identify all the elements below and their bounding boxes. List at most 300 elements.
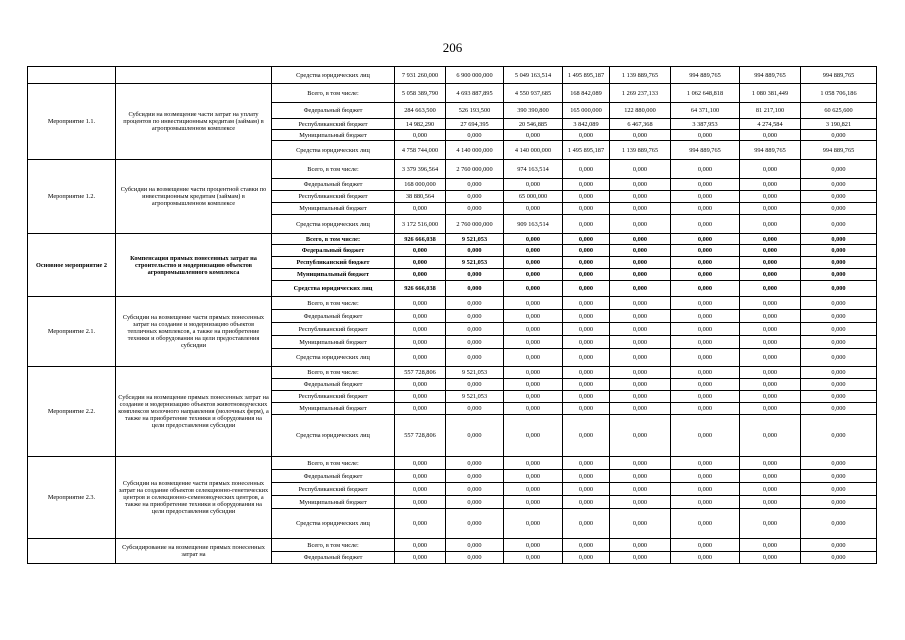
funding-source-cell: Федеральный бюджет bbox=[272, 310, 395, 323]
amount-cell: 0,000 bbox=[801, 336, 877, 349]
amount-cell: 0,000 bbox=[395, 539, 446, 552]
amount-cell: 0,000 bbox=[671, 457, 740, 470]
measure-description-cell: Компенсация прямых понесенных затрат на строительство и модернизацию объектов агропромышленного комплекса bbox=[116, 234, 272, 297]
amount-cell: 0,000 bbox=[740, 483, 801, 496]
amount-cell: 0,000 bbox=[610, 349, 671, 367]
amount-cell: 122 880,000 bbox=[610, 103, 671, 119]
amount-cell: 0,000 bbox=[446, 336, 504, 349]
amount-cell: 0,000 bbox=[740, 323, 801, 336]
amount-cell: 0,000 bbox=[395, 483, 446, 496]
amount-cell: 0,000 bbox=[610, 415, 671, 457]
funding-source-cell: Средства юридических лиц bbox=[272, 509, 395, 539]
amount-cell: 0,000 bbox=[671, 215, 740, 234]
amount-cell: 4 758 744,000 bbox=[395, 141, 446, 160]
amount-cell: 0,000 bbox=[446, 403, 504, 415]
amount-cell: 0,000 bbox=[801, 297, 877, 310]
measure-description-cell: Субсидии на возмещение части прямых понесенных затрат на создание и модернизацию объектов тепличных комплексов, а также на приобретение техники и оборудования на цели предоставления субсидии bbox=[116, 297, 272, 367]
measure-description-cell: Субсидии на возмещение части затрат на уплату процентов по инвестиционным кредитам (займам) в агропромышленном комплексе bbox=[116, 84, 272, 160]
amount-cell: 0,000 bbox=[563, 323, 610, 336]
amount-cell: 0,000 bbox=[801, 160, 877, 179]
measure-description-cell bbox=[116, 67, 272, 84]
amount-cell: 0,000 bbox=[395, 336, 446, 349]
amount-cell: 0,000 bbox=[610, 391, 671, 403]
funding-source-cell: Средства юридических лиц bbox=[272, 67, 395, 84]
amount-cell: 0,000 bbox=[446, 179, 504, 191]
amount-cell: 5 049 163,514 bbox=[504, 67, 563, 84]
amount-cell: 0,000 bbox=[395, 470, 446, 483]
amount-cell: 0,000 bbox=[446, 496, 504, 509]
amount-cell: 0,000 bbox=[504, 281, 563, 297]
amount-cell: 168 842,089 bbox=[563, 84, 610, 103]
amount-cell: 0,000 bbox=[610, 483, 671, 496]
amount-cell: 926 666,038 bbox=[395, 234, 446, 245]
amount-cell: 0,000 bbox=[504, 245, 563, 257]
amount-cell: 994 889,765 bbox=[801, 141, 877, 160]
amount-cell: 4 274,584 bbox=[740, 119, 801, 130]
amount-cell: 0,000 bbox=[610, 336, 671, 349]
amount-cell: 0,000 bbox=[504, 483, 563, 496]
amount-cell: 994 889,765 bbox=[740, 67, 801, 84]
amount-cell: 2 760 000,000 bbox=[446, 215, 504, 234]
amount-cell: 0,000 bbox=[610, 130, 671, 141]
amount-cell: 0,000 bbox=[446, 191, 504, 203]
amount-cell: 7 931 260,000 bbox=[395, 67, 446, 84]
funding-source-cell: Муниципальный бюджет bbox=[272, 336, 395, 349]
amount-cell: 0,000 bbox=[801, 349, 877, 367]
amount-cell: 0,000 bbox=[610, 297, 671, 310]
amount-cell: 0,000 bbox=[610, 310, 671, 323]
amount-cell: 0,000 bbox=[563, 509, 610, 539]
amount-cell: 0,000 bbox=[801, 496, 877, 509]
amount-cell: 0,000 bbox=[563, 349, 610, 367]
amount-cell: 909 163,514 bbox=[504, 215, 563, 234]
amount-cell: 0,000 bbox=[446, 509, 504, 539]
amount-cell: 0,000 bbox=[395, 457, 446, 470]
amount-cell: 0,000 bbox=[671, 415, 740, 457]
amount-cell: 0,000 bbox=[504, 203, 563, 215]
amount-cell: 0,000 bbox=[563, 160, 610, 179]
amount-cell: 0,000 bbox=[740, 379, 801, 391]
amount-cell: 0,000 bbox=[801, 509, 877, 539]
amount-cell: 4 550 937,685 bbox=[504, 84, 563, 103]
funding-source-cell: Республиканский бюджет bbox=[272, 191, 395, 203]
amount-cell: 0,000 bbox=[446, 245, 504, 257]
amount-cell: 0,000 bbox=[563, 552, 610, 564]
amount-cell: 0,000 bbox=[504, 234, 563, 245]
amount-cell: 0,000 bbox=[563, 391, 610, 403]
amount-cell: 0,000 bbox=[801, 391, 877, 403]
amount-cell: 0,000 bbox=[671, 245, 740, 257]
funding-source-cell: Федеральный бюджет bbox=[272, 470, 395, 483]
amount-cell: 974 163,514 bbox=[504, 160, 563, 179]
amount-cell: 0,000 bbox=[671, 191, 740, 203]
amount-cell: 0,000 bbox=[740, 130, 801, 141]
amount-cell: 4 140 000,000 bbox=[504, 141, 563, 160]
amount-cell: 0,000 bbox=[801, 191, 877, 203]
amount-cell: 0,000 bbox=[740, 470, 801, 483]
table-row bbox=[28, 539, 877, 552]
measure-description-cell: Субсидии на возмещение прямых понесенных затрат на создание и модернизацию объектов животноводческих комплексов молочного направления (молочных ферм), а также на приобретение техники и оборудования на цели предоставления субсидии bbox=[116, 367, 272, 457]
amount-cell: 0,000 bbox=[610, 552, 671, 564]
amount-cell: 0,000 bbox=[740, 403, 801, 415]
measure-label-cell bbox=[28, 67, 116, 84]
amount-cell: 994 889,765 bbox=[740, 141, 801, 160]
amount-cell: 0,000 bbox=[801, 539, 877, 552]
amount-cell: 0,000 bbox=[504, 336, 563, 349]
amount-cell: 0,000 bbox=[610, 245, 671, 257]
amount-cell: 6 467,368 bbox=[610, 119, 671, 130]
amount-cell: 0,000 bbox=[446, 281, 504, 297]
amount-cell: 0,000 bbox=[504, 297, 563, 310]
amount-cell: 0,000 bbox=[740, 539, 801, 552]
funding-source-cell: Федеральный бюджет bbox=[272, 245, 395, 257]
table-row bbox=[28, 67, 877, 84]
amount-cell: 0,000 bbox=[504, 496, 563, 509]
amount-cell: 0,000 bbox=[395, 349, 446, 367]
measure-label-cell bbox=[28, 539, 116, 564]
amount-cell: 1 080 381,449 bbox=[740, 84, 801, 103]
amount-cell: 0,000 bbox=[563, 245, 610, 257]
amount-cell: 0,000 bbox=[740, 349, 801, 367]
amount-cell: 557 728,806 bbox=[395, 415, 446, 457]
measure-label-cell: Мероприятие 2.2. bbox=[28, 367, 116, 457]
measure-label-cell: Мероприятие 1.1. bbox=[28, 84, 116, 160]
table-row bbox=[28, 367, 877, 379]
funding-source-cell: Средства юридических лиц bbox=[272, 349, 395, 367]
amount-cell: 0,000 bbox=[563, 470, 610, 483]
amount-cell: 0,000 bbox=[610, 179, 671, 191]
table-row bbox=[28, 234, 877, 245]
amount-cell: 994 889,765 bbox=[801, 67, 877, 84]
amount-cell: 65 000,000 bbox=[504, 191, 563, 203]
amount-cell: 0,000 bbox=[740, 336, 801, 349]
amount-cell: 0,000 bbox=[801, 457, 877, 470]
amount-cell: 0,000 bbox=[563, 281, 610, 297]
amount-cell: 0,000 bbox=[740, 552, 801, 564]
measure-description-cell: Субсидии на возмещение части прямых понесенных затрат на создание объектов селекционно-генетических центров и селекционно-семеноводческих центров, а также на приобретение техники и оборудования на цели предоставления субсидии bbox=[116, 457, 272, 539]
amount-cell: 0,000 bbox=[671, 130, 740, 141]
amount-cell: 0,000 bbox=[563, 415, 610, 457]
amount-cell: 0,000 bbox=[563, 336, 610, 349]
funding-source-cell: Средства юридических лиц bbox=[272, 415, 395, 457]
amount-cell: 0,000 bbox=[801, 552, 877, 564]
amount-cell: 0,000 bbox=[504, 539, 563, 552]
amount-cell: 0,000 bbox=[504, 379, 563, 391]
funding-source-cell: Муниципальный бюджет bbox=[272, 203, 395, 215]
amount-cell: 0,000 bbox=[610, 215, 671, 234]
amount-cell: 994 889,765 bbox=[671, 67, 740, 84]
funding-source-cell: Всего, в том числе: bbox=[272, 160, 395, 179]
amount-cell: 0,000 bbox=[395, 496, 446, 509]
amount-cell: 0,000 bbox=[610, 379, 671, 391]
amount-cell: 0,000 bbox=[504, 349, 563, 367]
amount-cell: 0,000 bbox=[671, 349, 740, 367]
funding-source-cell: Средства юридических лиц bbox=[272, 141, 395, 160]
funding-source-cell: Всего, в том числе: bbox=[272, 84, 395, 103]
amount-cell: 0,000 bbox=[395, 245, 446, 257]
funding-source-cell: Муниципальный бюджет bbox=[272, 269, 395, 281]
amount-cell: 0,000 bbox=[446, 379, 504, 391]
amount-cell: 526 193,500 bbox=[446, 103, 504, 119]
amount-cell: 0,000 bbox=[610, 509, 671, 539]
amount-cell: 0,000 bbox=[563, 179, 610, 191]
amount-cell: 926 666,038 bbox=[395, 281, 446, 297]
amount-cell: 14 982,290 bbox=[395, 119, 446, 130]
amount-cell: 0,000 bbox=[740, 215, 801, 234]
amount-cell: 0,000 bbox=[671, 539, 740, 552]
amount-cell: 3 190,821 bbox=[801, 119, 877, 130]
amount-cell: 0,000 bbox=[395, 297, 446, 310]
amount-cell: 0,000 bbox=[610, 496, 671, 509]
amount-cell: 0,000 bbox=[671, 234, 740, 245]
amount-cell: 5 058 389,790 bbox=[395, 84, 446, 103]
amount-cell: 1 269 237,133 bbox=[610, 84, 671, 103]
amount-cell: 0,000 bbox=[740, 310, 801, 323]
amount-cell: 0,000 bbox=[504, 415, 563, 457]
amount-cell: 0,000 bbox=[610, 269, 671, 281]
amount-cell: 994 889,765 bbox=[671, 141, 740, 160]
amount-cell: 0,000 bbox=[563, 403, 610, 415]
measure-description-cell: Субсидии на возмещение части процентной ставки по инвестиционным кредитам (займам) в агропромышленном комплексе bbox=[116, 160, 272, 234]
amount-cell: 0,000 bbox=[446, 310, 504, 323]
amount-cell: 0,000 bbox=[671, 391, 740, 403]
amount-cell: 0,000 bbox=[740, 234, 801, 245]
amount-cell: 0,000 bbox=[671, 496, 740, 509]
amount-cell: 0,000 bbox=[395, 130, 446, 141]
amount-cell: 165 000,000 bbox=[563, 103, 610, 119]
amount-cell: 0,000 bbox=[801, 234, 877, 245]
funding-source-cell: Всего, в том числе: bbox=[272, 297, 395, 310]
amount-cell: 0,000 bbox=[801, 203, 877, 215]
amount-cell: 0,000 bbox=[610, 234, 671, 245]
funding-source-cell: Республиканский бюджет bbox=[272, 119, 395, 130]
amount-cell: 0,000 bbox=[395, 269, 446, 281]
table-row bbox=[28, 297, 877, 310]
amount-cell: 0,000 bbox=[446, 269, 504, 281]
amount-cell: 0,000 bbox=[563, 191, 610, 203]
amount-cell: 0,000 bbox=[395, 552, 446, 564]
amount-cell: 0,000 bbox=[504, 179, 563, 191]
amount-cell: 0,000 bbox=[446, 457, 504, 470]
amount-cell: 0,000 bbox=[671, 323, 740, 336]
funding-source-cell: Федеральный бюджет bbox=[272, 103, 395, 119]
amount-cell: 0,000 bbox=[801, 281, 877, 297]
amount-cell: 0,000 bbox=[610, 457, 671, 470]
amount-cell: 0,000 bbox=[671, 257, 740, 269]
measure-label-cell: Мероприятие 1.2. bbox=[28, 160, 116, 234]
amount-cell: 0,000 bbox=[610, 470, 671, 483]
amount-cell: 0,000 bbox=[740, 367, 801, 379]
funding-source-cell: Федеральный бюджет bbox=[272, 552, 395, 564]
amount-cell: 1 062 648,818 bbox=[671, 84, 740, 103]
amount-cell: 0,000 bbox=[563, 269, 610, 281]
amount-cell: 0,000 bbox=[801, 367, 877, 379]
amount-cell: 168 000,000 bbox=[395, 179, 446, 191]
amount-cell: 0,000 bbox=[504, 367, 563, 379]
amount-cell: 390 390,800 bbox=[504, 103, 563, 119]
amount-cell: 1 495 895,187 bbox=[563, 67, 610, 84]
amount-cell: 0,000 bbox=[740, 496, 801, 509]
amount-cell: 0,000 bbox=[671, 367, 740, 379]
funding-source-cell: Федеральный бюджет bbox=[272, 179, 395, 191]
amount-cell: 0,000 bbox=[801, 470, 877, 483]
measure-description-cell: Субсидирование на возмещение прямых понесенных затрат на bbox=[116, 539, 272, 564]
amount-cell: 0,000 bbox=[395, 403, 446, 415]
amount-cell: 0,000 bbox=[504, 552, 563, 564]
amount-cell: 0,000 bbox=[801, 179, 877, 191]
funding-source-cell: Республиканский бюджет bbox=[272, 323, 395, 336]
amount-cell: 0,000 bbox=[563, 379, 610, 391]
amount-cell: 0,000 bbox=[446, 552, 504, 564]
amount-cell: 0,000 bbox=[801, 403, 877, 415]
amount-cell: 3 842,089 bbox=[563, 119, 610, 130]
amount-cell: 0,000 bbox=[446, 470, 504, 483]
amount-cell: 0,000 bbox=[395, 509, 446, 539]
amount-cell: 0,000 bbox=[671, 179, 740, 191]
amount-cell: 0,000 bbox=[671, 470, 740, 483]
funding-source-cell: Муниципальный бюджет bbox=[272, 403, 395, 415]
amount-cell: 0,000 bbox=[801, 310, 877, 323]
amount-cell: 64 371,100 bbox=[671, 103, 740, 119]
amount-cell: 0,000 bbox=[610, 203, 671, 215]
amount-cell: 0,000 bbox=[446, 297, 504, 310]
amount-cell: 0,000 bbox=[446, 483, 504, 496]
amount-cell: 0,000 bbox=[671, 269, 740, 281]
amount-cell: 0,000 bbox=[504, 130, 563, 141]
amount-cell: 0,000 bbox=[740, 509, 801, 539]
amount-cell: 0,000 bbox=[563, 130, 610, 141]
amount-cell: 0,000 bbox=[801, 483, 877, 496]
amount-cell: 3 387,953 bbox=[671, 119, 740, 130]
table-body bbox=[28, 67, 877, 564]
funding-source-cell: Средства юридических лиц bbox=[272, 281, 395, 297]
amount-cell: 0,000 bbox=[740, 415, 801, 457]
budget-table bbox=[27, 66, 877, 564]
amount-cell: 0,000 bbox=[610, 257, 671, 269]
funding-source-cell: Федеральный бюджет bbox=[272, 379, 395, 391]
amount-cell: 0,000 bbox=[740, 160, 801, 179]
amount-cell: 0,000 bbox=[610, 191, 671, 203]
amount-cell: 0,000 bbox=[671, 281, 740, 297]
amount-cell: 0,000 bbox=[563, 257, 610, 269]
amount-cell: 0,000 bbox=[504, 269, 563, 281]
amount-cell: 9 521,053 bbox=[446, 367, 504, 379]
amount-cell: 0,000 bbox=[801, 130, 877, 141]
amount-cell: 0,000 bbox=[671, 403, 740, 415]
amount-cell: 0,000 bbox=[446, 323, 504, 336]
amount-cell: 1 495 895,187 bbox=[563, 141, 610, 160]
funding-source-cell: Республиканский бюджет bbox=[272, 483, 395, 496]
amount-cell: 0,000 bbox=[801, 323, 877, 336]
amount-cell: 0,000 bbox=[395, 203, 446, 215]
amount-cell: 0,000 bbox=[740, 281, 801, 297]
amount-cell: 0,000 bbox=[395, 257, 446, 269]
amount-cell: 0,000 bbox=[740, 269, 801, 281]
amount-cell: 0,000 bbox=[801, 257, 877, 269]
table-row bbox=[28, 84, 877, 103]
amount-cell: 0,000 bbox=[395, 323, 446, 336]
amount-cell: 0,000 bbox=[504, 310, 563, 323]
amount-cell: 0,000 bbox=[504, 509, 563, 539]
amount-cell: 0,000 bbox=[563, 483, 610, 496]
amount-cell: 0,000 bbox=[563, 234, 610, 245]
amount-cell: 0,000 bbox=[563, 297, 610, 310]
amount-cell: 557 728,806 bbox=[395, 367, 446, 379]
amount-cell: 0,000 bbox=[740, 391, 801, 403]
amount-cell: 0,000 bbox=[563, 496, 610, 509]
amount-cell: 0,000 bbox=[671, 509, 740, 539]
amount-cell: 0,000 bbox=[395, 391, 446, 403]
amount-cell: 0,000 bbox=[671, 552, 740, 564]
measure-label-cell: Основное мероприятие 2 bbox=[28, 234, 116, 297]
amount-cell: 0,000 bbox=[671, 379, 740, 391]
funding-source-cell: Республиканский бюджет bbox=[272, 257, 395, 269]
amount-cell: 0,000 bbox=[504, 391, 563, 403]
amount-cell: 0,000 bbox=[801, 245, 877, 257]
funding-source-cell: Муниципальный бюджет bbox=[272, 130, 395, 141]
funding-source-cell: Средства юридических лиц bbox=[272, 215, 395, 234]
amount-cell: 284 663,500 bbox=[395, 103, 446, 119]
amount-cell: 0,000 bbox=[446, 349, 504, 367]
amount-cell: 0,000 bbox=[563, 367, 610, 379]
amount-cell: 81 217,100 bbox=[740, 103, 801, 119]
amount-cell: 0,000 bbox=[671, 310, 740, 323]
amount-cell: 0,000 bbox=[504, 457, 563, 470]
amount-cell: 0,000 bbox=[801, 269, 877, 281]
funding-source-cell: Республиканский бюджет bbox=[272, 391, 395, 403]
table-row bbox=[28, 457, 877, 470]
amount-cell: 0,000 bbox=[563, 457, 610, 470]
amount-cell: 0,000 bbox=[740, 203, 801, 215]
funding-source-cell: Всего, в том числе: bbox=[272, 234, 395, 245]
amount-cell: 9 521,053 bbox=[446, 391, 504, 403]
amount-cell: 0,000 bbox=[610, 403, 671, 415]
amount-cell: 60 625,600 bbox=[801, 103, 877, 119]
amount-cell: 0,000 bbox=[671, 160, 740, 179]
amount-cell: 0,000 bbox=[395, 379, 446, 391]
amount-cell: 0,000 bbox=[563, 310, 610, 323]
amount-cell: 0,000 bbox=[671, 336, 740, 349]
amount-cell: 9 521,053 bbox=[446, 257, 504, 269]
amount-cell: 1 139 889,765 bbox=[610, 67, 671, 84]
funding-source-cell: Всего, в том числе: bbox=[272, 457, 395, 470]
funding-source-cell: Всего, в том числе: bbox=[272, 539, 395, 552]
amount-cell: 0,000 bbox=[610, 323, 671, 336]
amount-cell: 0,000 bbox=[446, 539, 504, 552]
amount-cell: 20 546,885 bbox=[504, 119, 563, 130]
amount-cell: 0,000 bbox=[801, 379, 877, 391]
amount-cell: 0,000 bbox=[504, 323, 563, 336]
amount-cell: 0,000 bbox=[610, 367, 671, 379]
amount-cell: 0,000 bbox=[610, 160, 671, 179]
amount-cell: 0,000 bbox=[740, 245, 801, 257]
measure-label-cell: Мероприятие 2.1. bbox=[28, 297, 116, 367]
amount-cell: 1 139 889,765 bbox=[610, 141, 671, 160]
amount-cell: 0,000 bbox=[563, 215, 610, 234]
amount-cell: 0,000 bbox=[446, 203, 504, 215]
amount-cell: 0,000 bbox=[395, 310, 446, 323]
amount-cell: 2 760 000,000 bbox=[446, 160, 504, 179]
amount-cell: 0,000 bbox=[740, 457, 801, 470]
amount-cell: 1 058 706,186 bbox=[801, 84, 877, 103]
amount-cell: 3 172 516,000 bbox=[395, 215, 446, 234]
amount-cell: 0,000 bbox=[801, 415, 877, 457]
amount-cell: 0,000 bbox=[801, 215, 877, 234]
amount-cell: 0,000 bbox=[504, 257, 563, 269]
amount-cell: 4 140 000,000 bbox=[446, 141, 504, 160]
amount-cell: 6 900 000,000 bbox=[446, 67, 504, 84]
amount-cell: 0,000 bbox=[504, 470, 563, 483]
